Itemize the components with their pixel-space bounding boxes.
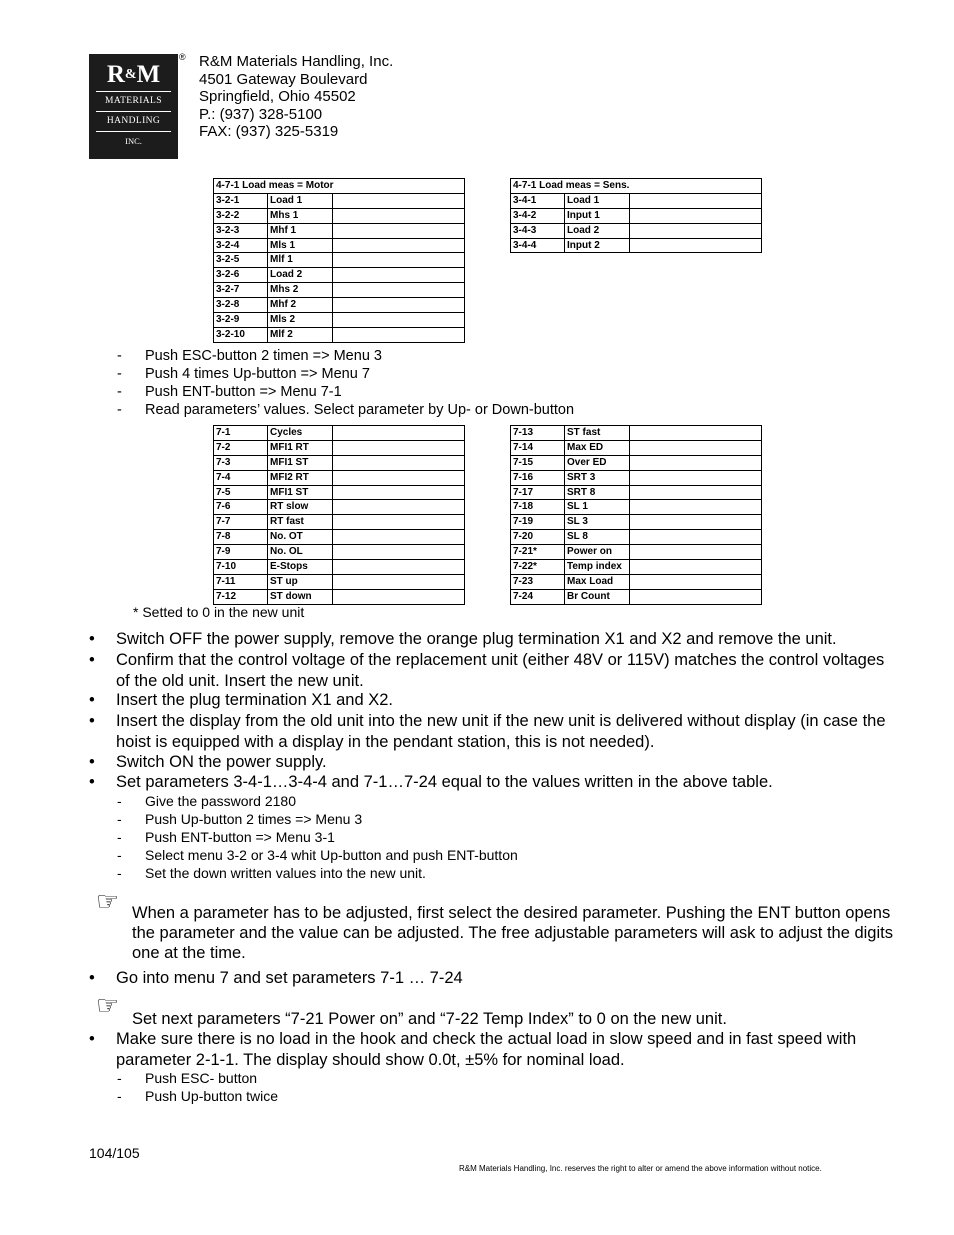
table-row — [214, 545, 465, 560]
parameter-name: Mls 1 — [268, 238, 333, 253]
table-row — [214, 193, 465, 208]
parameter-name: Input 2 — [565, 238, 630, 253]
bullet-text: Insert the plug termination X1 and X2. — [116, 691, 394, 709]
step-text: Read parameters’ values. Select parameter by Up- or Down-button — [145, 402, 575, 418]
company-street: 4501 Gateway Boulevard — [199, 70, 368, 88]
parameter-code: 7-9 — [214, 545, 268, 560]
bullet-text: Make sure there is no load in the hook and check the actual load in slow speed and in fast speed with parameter 2-1-1. The display should show 0.0t, ±5% for nominal load. — [116, 1030, 857, 1069]
parameter-value-cell — [333, 193, 465, 208]
bullet-marker: • — [89, 712, 95, 730]
parameter-value-cell — [333, 298, 465, 313]
parameter-code: 7-21* — [511, 545, 565, 560]
parameter-code: 7-11 — [214, 574, 268, 589]
table-row — [511, 589, 762, 604]
dash-marker: - — [117, 348, 122, 364]
parameter-code: 3-2-8 — [214, 298, 268, 313]
parameter-code: 7-18 — [511, 500, 565, 515]
parameter-code: 3-2-6 — [214, 268, 268, 283]
table-header: 4-7-1 Load meas = Sens. — [511, 179, 762, 194]
parameter-value-cell — [333, 253, 465, 268]
table-row — [511, 515, 762, 530]
company-address — [199, 53, 393, 141]
parameter-code: 3-4-1 — [511, 193, 565, 208]
parameter-name: SL 8 — [565, 530, 630, 545]
table-row — [511, 574, 762, 589]
table-row — [214, 313, 465, 328]
hint-text-2: Set next parameters “7-21 Power on” and “7-22 Temp Index” to 0 on the new unit. — [132, 1010, 727, 1028]
table-row — [214, 327, 465, 342]
parameter-name: ST fast — [565, 426, 630, 441]
parameter-value-cell — [333, 268, 465, 283]
company-phone: P.: (937) 328-5100 — [199, 105, 323, 123]
parameter-name: Over ED — [565, 455, 630, 470]
table-row — [214, 560, 465, 575]
logo-main: R&M — [106, 61, 161, 88]
table-row — [511, 426, 762, 441]
parameter-value-cell — [630, 426, 762, 441]
parameter-value-cell — [333, 426, 465, 441]
parameter-value-cell — [333, 485, 465, 500]
parameter-name: Mhf 1 — [268, 223, 333, 238]
parameter-code: 7-5 — [214, 485, 268, 500]
load-meas-sens-table — [510, 178, 762, 253]
logo-line-3: INC. — [125, 136, 142, 146]
table-footnote: * Setted to 0 in the new unit — [133, 604, 305, 620]
bullet-marker: • — [89, 969, 95, 987]
parameter-code: 7-10 — [214, 560, 268, 575]
parameter-name: MFI1 ST — [268, 485, 333, 500]
bullet-text: Go into menu 7 and set parameters 7-1 … 7-24 — [116, 969, 463, 987]
parameter-value-cell — [333, 500, 465, 515]
parameter-name: SL 1 — [565, 500, 630, 515]
bullet-text: Switch OFF the power supply, remove the orange plug termination X1 and X2 and remove the unit. — [116, 630, 837, 648]
parameter-value-cell — [333, 440, 465, 455]
parameter-name: Mlf 1 — [268, 253, 333, 268]
parameter-code: 7-13 — [511, 426, 565, 441]
table-header-row — [214, 179, 465, 194]
parameter-name: Mhf 2 — [268, 298, 333, 313]
parameter-value-cell — [333, 208, 465, 223]
parameter-value-cell — [333, 530, 465, 545]
parameter-code: 7-14 — [511, 440, 565, 455]
step-text: Push ESC- button — [145, 1070, 258, 1086]
table-row — [214, 298, 465, 313]
step-text: Push Up-button 2 times => Menu 3 — [145, 811, 363, 827]
parameter-value-cell — [630, 238, 762, 253]
parameter-code: 3-4-3 — [511, 223, 565, 238]
parameter-value-cell — [630, 455, 762, 470]
logo-divider — [96, 131, 171, 132]
table-row — [214, 515, 465, 530]
parameter-value-cell — [630, 589, 762, 604]
parameter-value-cell — [333, 238, 465, 253]
table-row — [214, 283, 465, 298]
parameter-value-cell — [630, 193, 762, 208]
pointing-hand-icon: ☞ — [96, 990, 120, 1020]
parameter-name: ST up — [268, 574, 333, 589]
table-row — [511, 530, 762, 545]
parameter-code: 3-2-1 — [214, 193, 268, 208]
page-number: 104/105 — [89, 1145, 140, 1161]
parameter-value-cell — [630, 515, 762, 530]
parameter-code: 3-4-2 — [511, 208, 565, 223]
parameter-code: 3-2-2 — [214, 208, 268, 223]
parameter-code: 7-3 — [214, 455, 268, 470]
table-row — [214, 238, 465, 253]
logo-divider — [96, 91, 171, 92]
table-row — [214, 485, 465, 500]
load-meas-motor-table — [213, 178, 465, 343]
parameter-name: Mlf 2 — [268, 327, 333, 342]
parameter-value-cell — [333, 560, 465, 575]
bullet-marker: • — [89, 1030, 95, 1048]
table-row — [511, 485, 762, 500]
table-row — [214, 589, 465, 604]
parameter-code: 3-2-7 — [214, 283, 268, 298]
parameter-name: SRT 3 — [565, 470, 630, 485]
parameter-name: Temp index — [565, 560, 630, 575]
dash-marker: - — [117, 865, 122, 881]
parameter-name: Load 1 — [268, 193, 333, 208]
table-header-row — [511, 179, 762, 194]
table-row — [214, 500, 465, 515]
parameter-name: MFI2 RT — [268, 470, 333, 485]
table-row — [511, 440, 762, 455]
parameter-name: Mhs 2 — [268, 283, 333, 298]
parameter-name: RT slow — [268, 500, 333, 515]
table-row — [214, 426, 465, 441]
table-row — [214, 208, 465, 223]
table-row — [214, 470, 465, 485]
steps-list-3 — [117, 1069, 817, 1105]
parameter-name: Load 2 — [565, 223, 630, 238]
registered-mark: ® — [179, 52, 186, 62]
bullet-marker: • — [89, 651, 95, 669]
parameter-name: Cycles — [268, 426, 333, 441]
dash-marker: - — [117, 1088, 122, 1104]
parameter-code: 7-24 — [511, 589, 565, 604]
parameter-value-cell — [630, 530, 762, 545]
parameter-code: 3-4-4 — [511, 238, 565, 253]
parameter-value-cell — [333, 283, 465, 298]
dash-marker: - — [117, 847, 122, 863]
table-row — [511, 455, 762, 470]
parameter-name: MFI1 RT — [268, 440, 333, 455]
parameter-value-cell — [333, 515, 465, 530]
bullet-marker: • — [89, 691, 95, 709]
step-text: Push ENT-button => Menu 3-1 — [145, 829, 335, 845]
table-row — [214, 574, 465, 589]
parameter-value-cell — [333, 327, 465, 342]
logo-line-2: HANDLING — [106, 116, 161, 126]
parameter-name: RT fast — [268, 515, 333, 530]
parameter-code: 3-2-5 — [214, 253, 268, 268]
company-city: Springfield, Ohio 45502 — [199, 88, 356, 106]
parameter-value-cell — [630, 208, 762, 223]
parameter-code: 7-7 — [214, 515, 268, 530]
hint-text-1: When a parameter has to be adjusted, first select the desired parameter. Pushing the ENT button opens the parameter and the value can be adjusted. The free adjustable parameters will ask to adjust the digits one at the time. — [132, 904, 893, 962]
table-row — [511, 223, 762, 238]
table-header: 4-7-1 Load meas = Motor — [214, 179, 465, 194]
bullet-text: Insert the display from the old unit into the new unit if the new unit is delivered without display (in case the hoist is equipped with a display in the pendant station, this is not needed). — [116, 712, 886, 751]
step-text: Push Up-button twice — [145, 1088, 279, 1104]
table-row — [214, 223, 465, 238]
dash-marker: - — [117, 384, 122, 400]
dash-marker: - — [117, 793, 122, 809]
parameter-name: Power on — [565, 545, 630, 560]
parameter-code: 7-17 — [511, 485, 565, 500]
parameter-name: SRT 8 — [565, 485, 630, 500]
parameter-code: 7-15 — [511, 455, 565, 470]
parameter-value-cell — [333, 223, 465, 238]
parameter-name: MFI1 ST — [268, 455, 333, 470]
parameter-value-cell — [630, 223, 762, 238]
table-row — [214, 440, 465, 455]
menu7-table-b — [510, 425, 762, 605]
steps-list-1 — [117, 347, 817, 419]
parameter-code: 7-12 — [214, 589, 268, 604]
table-row — [511, 193, 762, 208]
table-row — [511, 208, 762, 223]
dash-marker: - — [117, 811, 122, 827]
dash-marker: - — [117, 829, 122, 845]
table-row — [511, 470, 762, 485]
parameter-code: 7-19 — [511, 515, 565, 530]
dash-marker: - — [117, 366, 122, 382]
parameter-value-cell — [333, 545, 465, 560]
logo-line-1: MATERIALS — [105, 96, 162, 106]
parameter-code: 3-2-3 — [214, 223, 268, 238]
table-row — [511, 545, 762, 560]
step-text: Give the password 2180 — [145, 793, 296, 809]
parameter-name: Load 2 — [268, 268, 333, 283]
parameter-value-cell — [333, 455, 465, 470]
parameter-name: Mls 2 — [268, 313, 333, 328]
bullet-text: Confirm that the control voltage of the replacement unit (either 48V or 115V) matches the control voltages of the old unit. Insert the new unit. — [116, 651, 885, 690]
steps-list-2 — [117, 792, 817, 882]
table-row — [214, 253, 465, 268]
parameter-name: No. OL — [268, 545, 333, 560]
parameter-name: SL 3 — [565, 515, 630, 530]
dash-marker: - — [117, 1070, 122, 1086]
table-row — [214, 268, 465, 283]
bullet-marker: • — [89, 630, 95, 648]
parameter-code: 3-2-9 — [214, 313, 268, 328]
parameter-code: 7-20 — [511, 530, 565, 545]
parameter-code: 7-6 — [214, 500, 268, 515]
table-row — [511, 500, 762, 515]
parameter-value-cell — [333, 589, 465, 604]
parameter-name: E-Stops — [268, 560, 333, 575]
parameter-name: No. OT — [268, 530, 333, 545]
parameter-name: Max Load — [565, 574, 630, 589]
parameter-value-cell — [333, 470, 465, 485]
parameter-value-cell — [630, 560, 762, 575]
company-fax: FAX: (937) 325-5319 — [199, 123, 339, 141]
step-text: Set the down written values into the new unit. — [145, 865, 426, 881]
parameter-value-cell — [630, 440, 762, 455]
parameter-code: 7-1 — [214, 426, 268, 441]
step-text: Select menu 3-2 or 3-4 whit Up-button and push ENT-button — [145, 847, 518, 863]
bullet-text: Switch ON the power supply. — [116, 753, 327, 771]
parameter-name: ST down — [268, 589, 333, 604]
bullet-marker: • — [89, 773, 95, 791]
parameter-code: 7-8 — [214, 530, 268, 545]
company-logo — [89, 54, 178, 159]
menu7-table-a — [213, 425, 465, 605]
parameter-value-cell — [630, 470, 762, 485]
parameter-value-cell — [630, 485, 762, 500]
dash-marker: - — [117, 402, 122, 418]
company-name: R&M Materials Handling, Inc. — [199, 53, 394, 70]
parameter-name: Input 1 — [565, 208, 630, 223]
parameter-code: 3-2-4 — [214, 238, 268, 253]
parameter-name: Mhs 1 — [268, 208, 333, 223]
footer-disclaimer: R&M Materials Handling, Inc. reserves the right to alter or amend the above information without notice. — [459, 1164, 822, 1173]
pointing-hand-icon: ☞ — [96, 886, 120, 916]
table-row — [214, 530, 465, 545]
parameter-code: 7-23 — [511, 574, 565, 589]
parameter-code: 3-2-10 — [214, 327, 268, 342]
parameter-code: 7-16 — [511, 470, 565, 485]
table-row — [214, 455, 465, 470]
parameter-code: 7-4 — [214, 470, 268, 485]
parameter-value-cell — [333, 313, 465, 328]
parameter-code: 7-2 — [214, 440, 268, 455]
parameter-name: Load 1 — [565, 193, 630, 208]
parameter-value-cell — [630, 545, 762, 560]
parameter-name: Max ED — [565, 440, 630, 455]
step-text: Push 4 times Up-button => Menu 7 — [145, 366, 370, 382]
step-text: Push ENT-button => Menu 7-1 — [145, 384, 342, 400]
parameter-name: Br Count — [565, 589, 630, 604]
parameter-value-cell — [630, 574, 762, 589]
bullet-text: Set parameters 3-4-1…3-4-4 and 7-1…7-24 equal to the values written in the above table. — [116, 773, 773, 791]
parameter-value-cell — [630, 500, 762, 515]
step-text: Push ESC-button 2 timen => Menu 3 — [145, 348, 382, 364]
parameter-code: 7-22* — [511, 560, 565, 575]
logo-divider — [96, 111, 171, 112]
parameter-value-cell — [333, 574, 465, 589]
table-row — [511, 560, 762, 575]
bullet-marker: • — [89, 753, 95, 771]
table-row — [511, 238, 762, 253]
